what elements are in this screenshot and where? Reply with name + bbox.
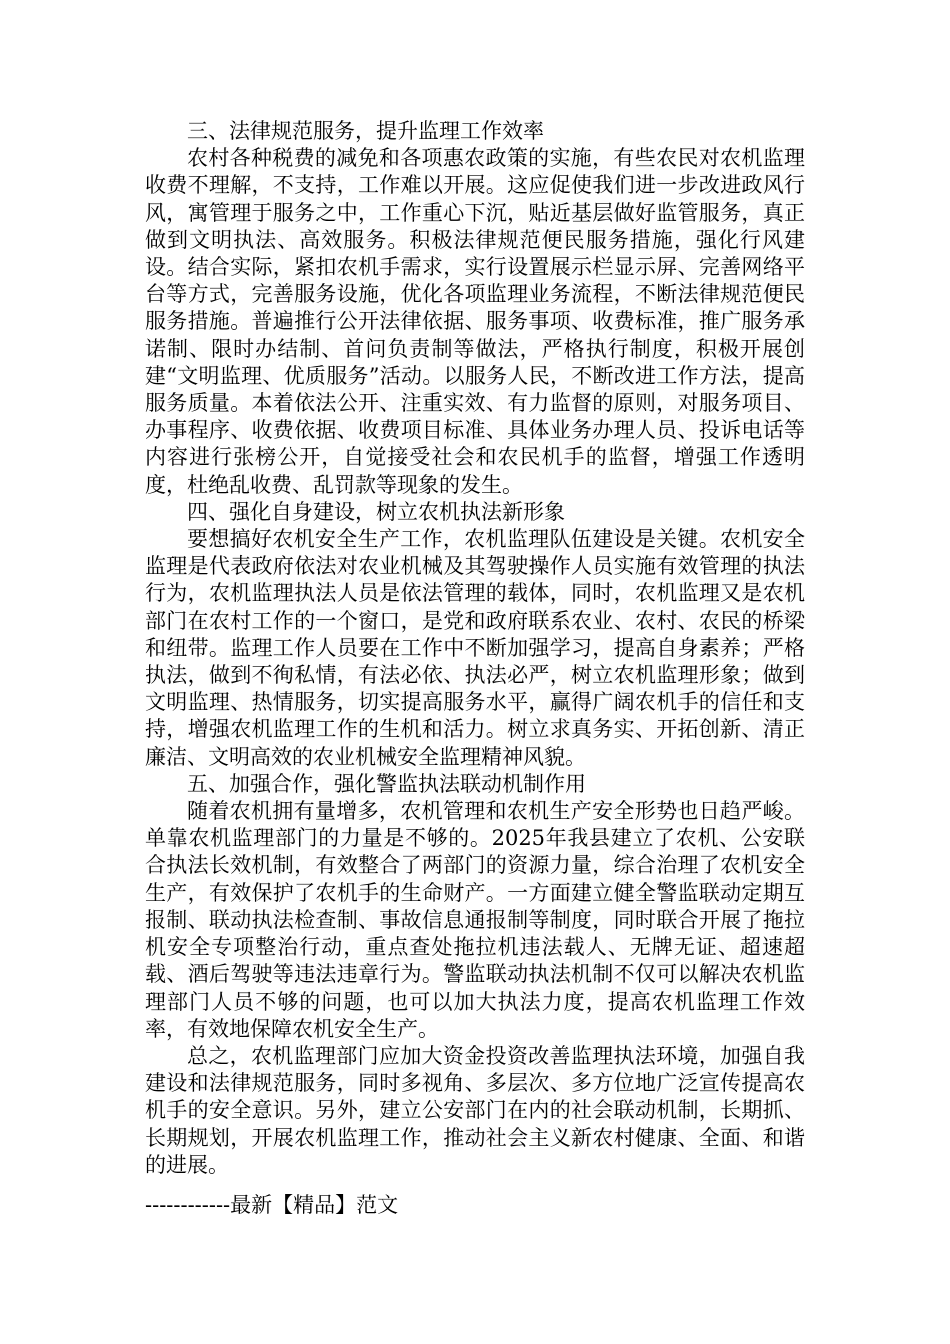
body-paragraph: 要想搞好农机安全生产工作，农机监理队伍建设是关键。农机安全监理是代表政府依法对农业机械及其驾驶操作人员实施有效管理的执法行为，农机监理执法人员是依法管理的载体，同时，农机监理又是农机部门在农村工作的一个窗口，是党和政府联系农业、农村、农民的桥梁和纽带。监理工作人员要在工作中不断加强学习，提高自身素养；严格执法，做到不徇私情，有法必依、执法必严，树立农机监理形象；做到文明监理、热情服务，切实提高服务水平，赢得广阔农机手的信任和支持，增强农机监理工作的生机和活力。树立求真务实、开拓创新、清正廉洁、文明高效的农业机械安全监理精神风貌。 xyxy=(145,527,805,769)
body-paragraph: 随着农机拥有量增多，农机管理和农机生产安全形势也日趋严峻。单靠农机监理部门的力量是不够的。2025年我县建立了农机、公安联合执法长效机制，有效整合了两部门的资源力量，综合治理了农机安全生产，有效保护了农机手的生命财产。一方面建立健全警监联动定期互报制、联动执法检查制、事故信息通报制等制度，同时联合开展了拖拉机安全专项整治行动，重点查处拖拉机违法载人、无牌无证、超速超载、酒后驾驶等违法违章行为。警监联动执法机制不仅可以解决农机监理部门人员不够的问题，也可以加大执法力度，提高农机监理工作效率，有效地保障农机安全生产。 xyxy=(145,799,805,1041)
document-body xyxy=(145,118,805,1179)
body-paragraph: 农村各种税费的减免和各项惠农政策的实施，有些农民对农机监理收费不理解，不支持，工作难以开展。这应促使我们进一步改进政风行风，寓管理于服务之中，工作重心下沉，贴近基层做好监管服务，真正做到文明执法、高效服务。积极法律规范便民服务措施，强化行风建设。结合实际，紧扣农机手需求，实行设置展示栏显示屏、完善网络平台等方式，完善服务设施，优化各项监理业务流程，不断法律规范便民服务措施。普遍推行公开法律依据、服务事项、收费标准，推广服务承诺制、限时办结制、首问负责制等做法，严格执行制度，积极开展创建“文明监理、优质服务”活动。以服务人民，不断改进工作方法，提高服务质量。本着依法公开、注重实效、有力监督的原则，对服务项目、办事程序、收费依据、收费项目标准、具体业务办理人员、投诉电话等内容进行张榜公开，自觉接受社会和农民机手的监督，增强工作透明度，杜绝乱收费、乱罚款等现象的发生。 xyxy=(145,146,805,497)
section-heading-4: 四、强化自身建设，树立农机执法新形象 xyxy=(187,499,565,524)
page-footer: ------------最新【精品】范文 xyxy=(145,1193,399,1217)
conclusion-paragraph: 总之，农机监理部门应加大资金投资改善监理执法环境，加强自我建设和法律规范服务，同时多视角、多层次、多方位地广泛宣传提高农机手的安全意识。另外，建立公安部门在内的社会联动机制，长期抓、长期规划，开展农机监理工作，推动社会主义新农村健康、全面、和谐的进展。 xyxy=(145,1043,805,1177)
section-heading-5: 五、加强合作，强化警监执法联动机制作用 xyxy=(187,771,586,796)
section-heading-3: 三、法律规范服务，提升监理工作效率 xyxy=(187,119,544,143)
